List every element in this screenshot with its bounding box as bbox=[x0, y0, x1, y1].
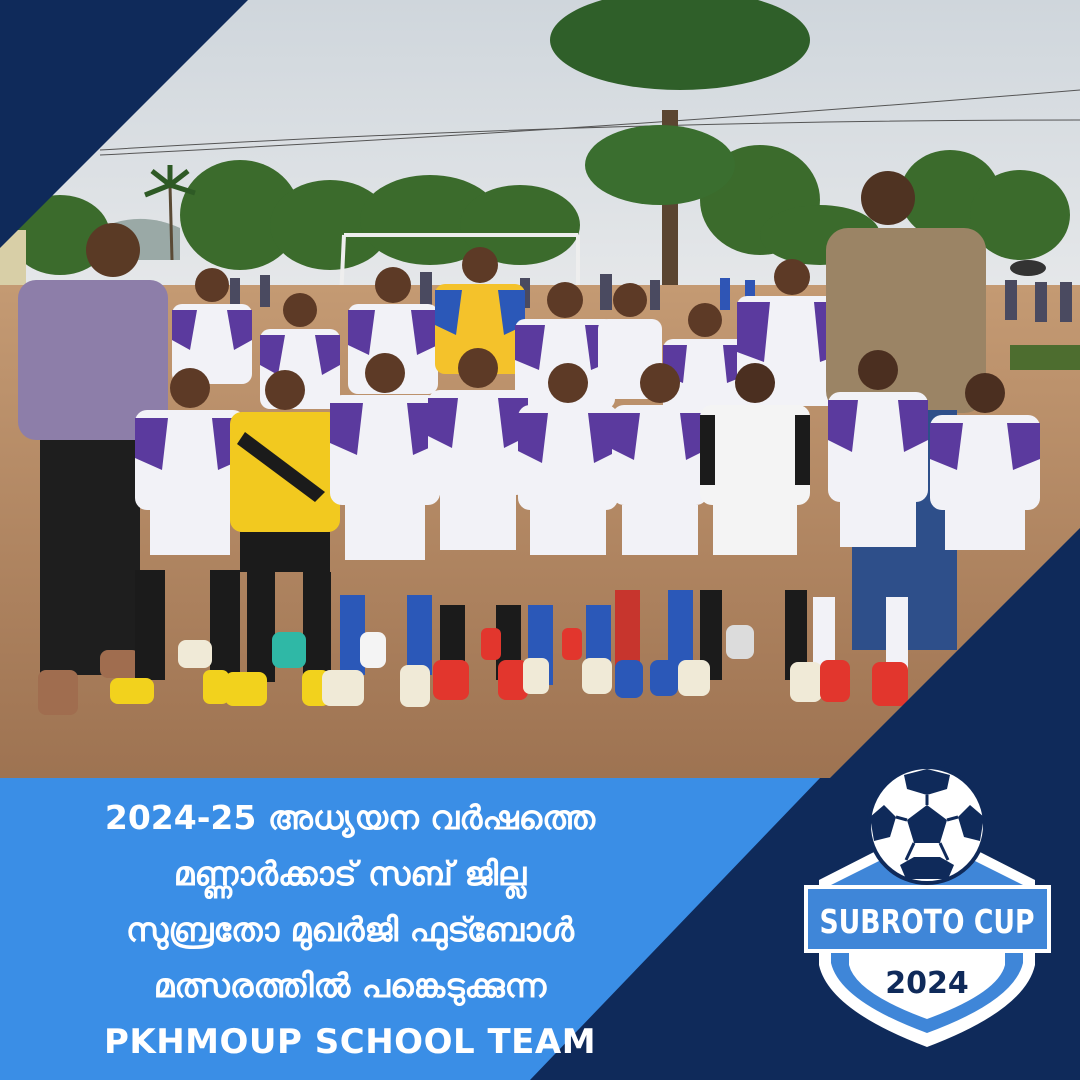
top-left-corner bbox=[0, 0, 250, 250]
soccer-ball-icon bbox=[869, 767, 985, 883]
caption-team-name: PKHMOUP SCHOOL TEAM bbox=[103, 1022, 597, 1062]
caption-line-4: മത്സരത്തിൽ പങ്കെടുക്കുന്ന bbox=[153, 966, 547, 1005]
caption-line-2: മണ്ണാർക്കാട് സബ് ജില്ല bbox=[173, 854, 527, 893]
badge-year: 2024 bbox=[885, 966, 969, 1001]
caption bbox=[0, 790, 700, 1070]
right-diagonal-panel bbox=[780, 528, 1080, 788]
subroto-cup-badge bbox=[800, 765, 1055, 1055]
caption-line-3: സുബ്രതോ മുഖർജി ഫുട്ബോൾ bbox=[126, 910, 574, 949]
caption-line-1: 2024-25 അധ്യയന വർഷത്തെ bbox=[104, 798, 596, 837]
badge-title: SUBROTO CUP bbox=[819, 902, 1035, 941]
